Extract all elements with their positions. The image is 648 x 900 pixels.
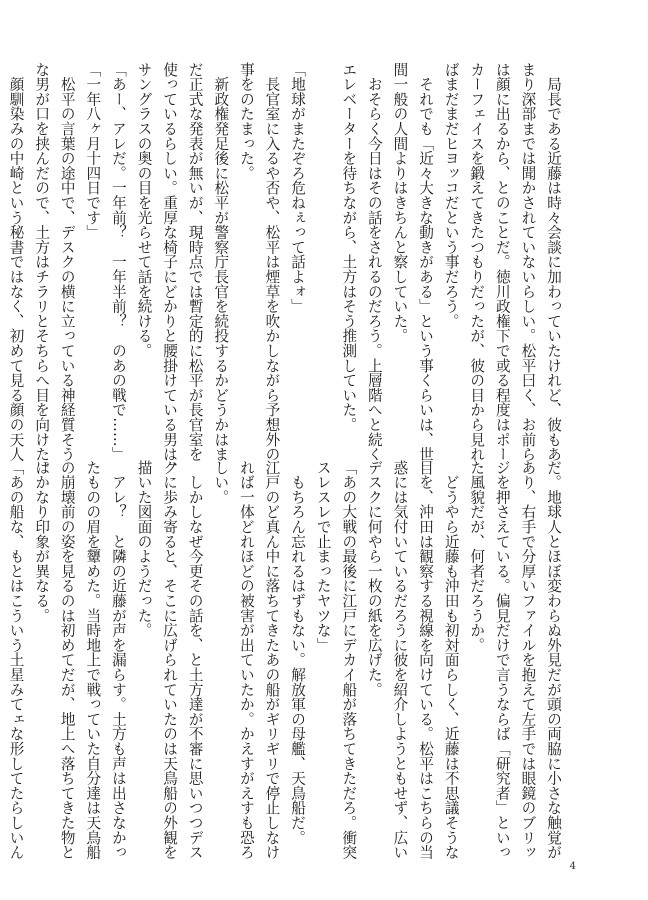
text-line: しい。 bbox=[212, 460, 230, 505]
text-line: しかしなぜ今更その話を、と土方達が不審に思いつつデス bbox=[186, 460, 204, 860]
text-line: 「あの大戦の最後に江戸にデカイ船が落ちてきただろ。衝突 bbox=[340, 460, 358, 860]
text-block-lower bbox=[7, 460, 566, 860]
text-line: クに歩み寄ると、そこに広げられていたのは天鳥船の外観を bbox=[161, 460, 179, 860]
text-line: デスクに何やら一枚の紙を広げた。 bbox=[365, 460, 383, 697]
text-line: ばまだまだヒヨッコだという事だろう。 bbox=[442, 62, 460, 329]
text-line: それでも「近々大きな動きがある」という事くらいは、世 bbox=[417, 62, 435, 462]
text-line: 松平の言葉の途中で、デスクの横に立っている神経質そう bbox=[58, 62, 76, 462]
text-line: サングラスの奥の目を光らせて話を続ける。 bbox=[135, 62, 153, 358]
text-line: 「一年八ヶ月十四日です」 bbox=[84, 62, 102, 240]
text-line: どうやら近藤も沖田も初対面らしく、近藤は不思議そうな bbox=[442, 460, 460, 860]
page-number: 4 bbox=[569, 861, 576, 872]
text-line: だ正式な発表が無いが、現時点では暫定的に松平が長官室を bbox=[186, 62, 204, 462]
text-line bbox=[310, 62, 336, 436]
text-line: 描いた図面のようだった。 bbox=[135, 460, 153, 638]
text-line: アレ？ と隣の近藤が声を漏らす。土方も声は出さなかっ bbox=[109, 460, 127, 860]
text-line: おそらく今日はその話をされるのだろう。上層階へと続く bbox=[365, 62, 383, 462]
text-line: 「あの船な、もとはこういう土星みてェな形してたらしいん bbox=[7, 460, 25, 860]
text-line: 顔馴染みの中崎という秘書ではなく、初めて見る顔の天人 bbox=[7, 62, 25, 462]
text-line: 新政権発足後に松平が警察庁長官を続投するかどうかはま bbox=[212, 62, 230, 462]
text-line: まり深部までは聞かされていないらしい。松平曰く、お前ら bbox=[519, 62, 537, 462]
text-line bbox=[0, 460, 3, 832]
text-line: 江戸のど真ん中に落ちてきたあの船がギリギリで停止しなけ bbox=[263, 460, 281, 860]
text-line: 「あー、アレだ。一年前？ 一年半前？ のあの戦で……」 bbox=[109, 62, 127, 462]
text-line: 惑には気付いているだろうに彼を紹介しようともせず、広い bbox=[391, 460, 409, 860]
text-line: の崩壊前の姿を見るのは初めてだが、地上へ落ちてきた物と bbox=[58, 460, 76, 860]
text-line: は顔に出るから、とのことだ。徳川政権下で或る程度はポー bbox=[493, 62, 511, 462]
text-line: 目を、沖田は観察する視線を向けている。松平はこちらの当 bbox=[417, 460, 435, 860]
text-line: 局長である近藤は時々会談に加わっていたけれど、彼もあ bbox=[545, 62, 562, 462]
text-line: エレベーターを待ちながら、土方はそう推測していた。 bbox=[340, 62, 358, 432]
text-line: 長官室に入るや否や、松平は煙草を吹かしながら予想外の bbox=[263, 62, 281, 462]
text-line: 使っているらしい。重厚な椅子にどかりと腰掛けている男は、 bbox=[161, 62, 179, 477]
text-line: あり、右手で分厚いファイルを抱えて左手では眼鏡のブリッ bbox=[519, 460, 537, 860]
text-line: だ。地球人とほぼ変わらぬ外見だが頭の両脇に小さな触覚が bbox=[545, 460, 562, 860]
text-line: カーフェイスを鍛えてきたつもりだったが、彼の目から見れ bbox=[468, 62, 486, 462]
text-line: 事をのたまった。 bbox=[237, 62, 255, 181]
text-line: はかなり印象が異なる。 bbox=[33, 460, 51, 623]
text-line: ジを押さえている。偏見だけで言うならば「研究者」といっ bbox=[493, 460, 511, 860]
text-line: れば一体どれほどの被害が出ていたか。かえすがえすも恐ろ bbox=[237, 460, 255, 860]
text-line: スレスレで止まったヤツな」 bbox=[314, 460, 332, 653]
text-line: た風貌だが、何者だろうか。 bbox=[468, 460, 486, 653]
text-line: 「地球がまたぞろ危ねぇって話よォ」 bbox=[289, 62, 307, 314]
text-line: たものの眉を顰めた。当時地上で戦っていた自分達は天鳥船 bbox=[84, 460, 102, 860]
text-line: もちろん忘れるはずもない。解放軍の母艦、天鳥船だ。 bbox=[289, 460, 307, 845]
text-line: な男が口を挟んだので、土方はチラリとそちらへ目を向けた。 bbox=[33, 62, 51, 477]
text-block-upper bbox=[7, 62, 566, 477]
text-line: 間一般の人間よりはきちんと察していた。 bbox=[391, 62, 409, 344]
